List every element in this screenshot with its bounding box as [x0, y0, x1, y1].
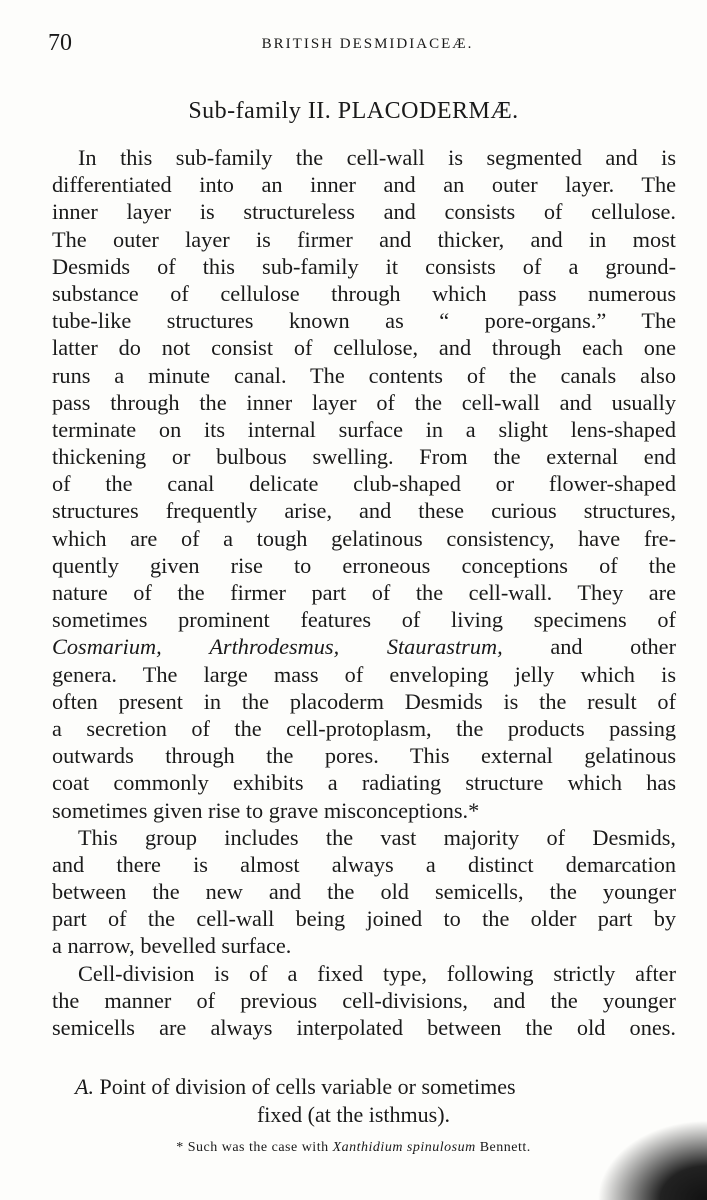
- text-fragment: and other: [550, 634, 676, 660]
- subsection-letter: A.: [75, 1074, 94, 1099]
- running-title: BRITISH DESMIDIACEÆ.: [261, 36, 474, 52]
- text-line: thickening or bulbous swelling. From the external end: [52, 444, 676, 470]
- text-line: In this sub-family the cell-wall is segmented and is: [78, 145, 676, 170]
- text-line: Desmids of this sub-family it consists of a ground-: [52, 253, 676, 279]
- footnote-author: Bennett.: [479, 1140, 531, 1155]
- text-line: structures frequently arise, and these curious structures,: [52, 498, 676, 524]
- text-line: This group includes the vast majority of Desmids,: [78, 824, 676, 850]
- subsection-line: fixed (at the isthmus).: [256, 1102, 451, 1127]
- text-line: of the canal delicate club-shaped or flower-shaped: [52, 471, 676, 497]
- text-line: differentiated into an inner and an outer layer. The: [52, 172, 676, 198]
- text-line: semicells are always interpolated between the old ones.: [52, 1015, 676, 1040]
- text-line: between the new and the old semicells, the younger: [52, 879, 676, 905]
- text-line: sometimes prominent features of living specimens of: [52, 607, 676, 633]
- paragraph-1: [52, 144, 676, 824]
- text-line: which are of a tough gelatinous consistency, have fre-: [52, 525, 676, 551]
- text-line: runs a minute canal. The contents of the canals also: [52, 362, 676, 388]
- text-line: the manner of previous cell-divisions, and the younger: [52, 987, 676, 1013]
- footnote-species: Xanthidium spinulosum: [332, 1140, 476, 1155]
- page-number: 70: [48, 30, 72, 56]
- genus-name: Arthrodesmus,: [209, 634, 340, 660]
- text-line: a narrow, bevelled surface.: [52, 933, 292, 959]
- running-head: [48, 30, 667, 64]
- text-line: outwards through the pores. This external gelatinous: [52, 743, 676, 769]
- text-line: and there is almost always a distinct demarcation: [52, 851, 676, 877]
- section-heading: Sub-family II. PLACODERMÆ.: [188, 98, 519, 124]
- text-line: Cell-division is of a fixed type, following strictly after: [78, 960, 676, 986]
- text-line: genera. The large mass of enveloping jelly which is: [52, 661, 676, 687]
- text-line: inner layer is structureless and consists of cellulose.: [52, 199, 676, 225]
- text-line: nature of the firmer part of the cell-wall. They are: [52, 580, 676, 605]
- text-line: quently given rise to erroneous conceptions of the: [52, 552, 676, 578]
- text-line: sometimes given rise to grave misconceptions.*: [52, 797, 480, 823]
- text-line: part of the cell-wall being joined to the older part by: [52, 906, 676, 932]
- text-line: substance of cellulose through which pass numerous: [52, 280, 676, 306]
- genus-name: Cosmarium,: [52, 634, 162, 660]
- text-line: terminate on its internal surface in a slight lens-shaped: [52, 416, 676, 442]
- genus-name: Staurastrum,: [386, 634, 503, 660]
- text-line: pass through the inner layer of the cell-wall and usually: [52, 389, 676, 415]
- text-line: often present in the placoderm Desmids is the result of: [52, 688, 676, 714]
- body-text: [52, 144, 676, 1041]
- text-line: coat commonly exhibits a radiating structure which has: [52, 770, 676, 796]
- page-corner-shadow: [597, 1120, 707, 1200]
- footnote-prefix: * Such was the case with: [176, 1140, 329, 1155]
- text-line: a secretion of the cell-protoplasm, the products passing: [52, 715, 676, 741]
- paragraph-3: [52, 960, 676, 1042]
- text-line: tube-like structures known as “ pore-organs.” The: [52, 308, 676, 334]
- paragraph-2: [52, 824, 676, 960]
- text-line-genera: [52, 633, 676, 660]
- subsection-line: [0, 1073, 707, 1101]
- text-line: latter do not consist of cellulose, and through each one: [52, 335, 676, 361]
- text-line: The outer layer is firmer and thicker, and in most: [52, 226, 676, 252]
- subsection-text: Point of division of cells variable or sometimes: [99, 1074, 516, 1099]
